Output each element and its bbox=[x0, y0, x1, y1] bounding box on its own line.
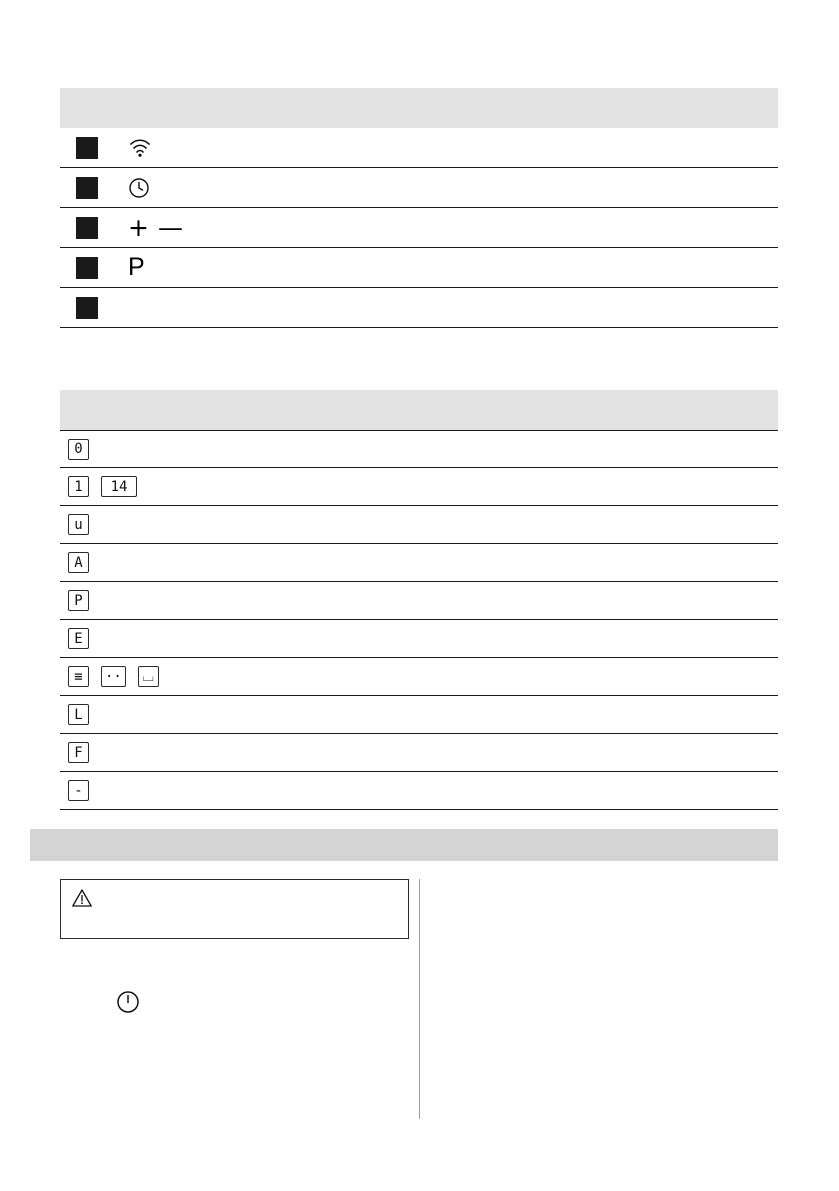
filled-square-icon bbox=[76, 137, 98, 159]
display-segment: ⌴ bbox=[138, 666, 159, 687]
row-marker-cell bbox=[60, 217, 126, 239]
display-codes-header bbox=[60, 390, 778, 430]
clock-icon bbox=[128, 177, 150, 199]
plus-glyph: + bbox=[128, 213, 158, 242]
row-marker-cell bbox=[60, 177, 126, 199]
display-cell bbox=[60, 628, 89, 649]
display-cell bbox=[60, 476, 137, 497]
row-icon-cell bbox=[126, 138, 778, 158]
row-marker-cell bbox=[60, 137, 126, 159]
display-segment: P bbox=[68, 590, 89, 611]
display-segment: - bbox=[68, 780, 89, 801]
letter-p-icon: P bbox=[128, 253, 145, 281]
controls-table bbox=[60, 88, 778, 328]
table-row bbox=[60, 772, 778, 810]
row-icon-cell bbox=[126, 177, 778, 199]
table-row bbox=[60, 506, 778, 544]
power-symbol bbox=[115, 989, 141, 1020]
display-cell bbox=[60, 742, 89, 763]
row-icon-cell bbox=[126, 215, 778, 240]
warning-triangle-icon bbox=[71, 888, 398, 908]
display-segment: ≡ bbox=[68, 666, 89, 687]
minus-glyph: — bbox=[157, 213, 192, 242]
display-cell bbox=[60, 514, 89, 535]
table-row bbox=[60, 288, 778, 328]
display-segment: u bbox=[68, 514, 89, 535]
plus-minus-icon bbox=[128, 215, 192, 240]
display-segment: A bbox=[68, 552, 89, 573]
table-row bbox=[60, 620, 778, 658]
lower-content bbox=[60, 879, 778, 1119]
table-row bbox=[60, 128, 778, 168]
section-band bbox=[30, 829, 778, 861]
table-row bbox=[60, 168, 778, 208]
controls-table-header bbox=[60, 88, 778, 128]
filled-square-icon bbox=[76, 177, 98, 199]
display-segment: E bbox=[68, 628, 89, 649]
row-marker-cell bbox=[60, 297, 126, 319]
filled-square-icon bbox=[76, 297, 98, 319]
display-cell bbox=[60, 666, 159, 687]
table-row bbox=[60, 544, 778, 582]
display-cell bbox=[60, 780, 89, 801]
display-segment: F bbox=[68, 742, 89, 763]
table-row bbox=[60, 430, 778, 468]
display-cell bbox=[60, 590, 89, 611]
display-segment: 0 bbox=[68, 439, 89, 460]
display-cell bbox=[60, 704, 89, 725]
table-row bbox=[60, 696, 778, 734]
warning-box bbox=[60, 879, 409, 939]
table-row bbox=[60, 734, 778, 772]
filled-square-icon bbox=[76, 257, 98, 279]
display-codes-table bbox=[60, 390, 778, 810]
display-segment: L bbox=[68, 704, 89, 725]
display-segment: 14 bbox=[101, 476, 137, 497]
display-cell bbox=[60, 439, 89, 460]
table-row bbox=[60, 208, 778, 248]
row-marker-cell bbox=[60, 257, 126, 279]
display-cell bbox=[60, 552, 89, 573]
table-row bbox=[60, 468, 778, 506]
wifi-icon bbox=[128, 138, 152, 158]
table-row bbox=[60, 658, 778, 696]
table-row bbox=[60, 248, 778, 288]
filled-square-icon bbox=[76, 217, 98, 239]
display-segment: 1 bbox=[68, 476, 89, 497]
display-segment: ·· bbox=[101, 666, 126, 687]
table-row bbox=[60, 582, 778, 620]
row-icon-cell bbox=[126, 255, 778, 280]
